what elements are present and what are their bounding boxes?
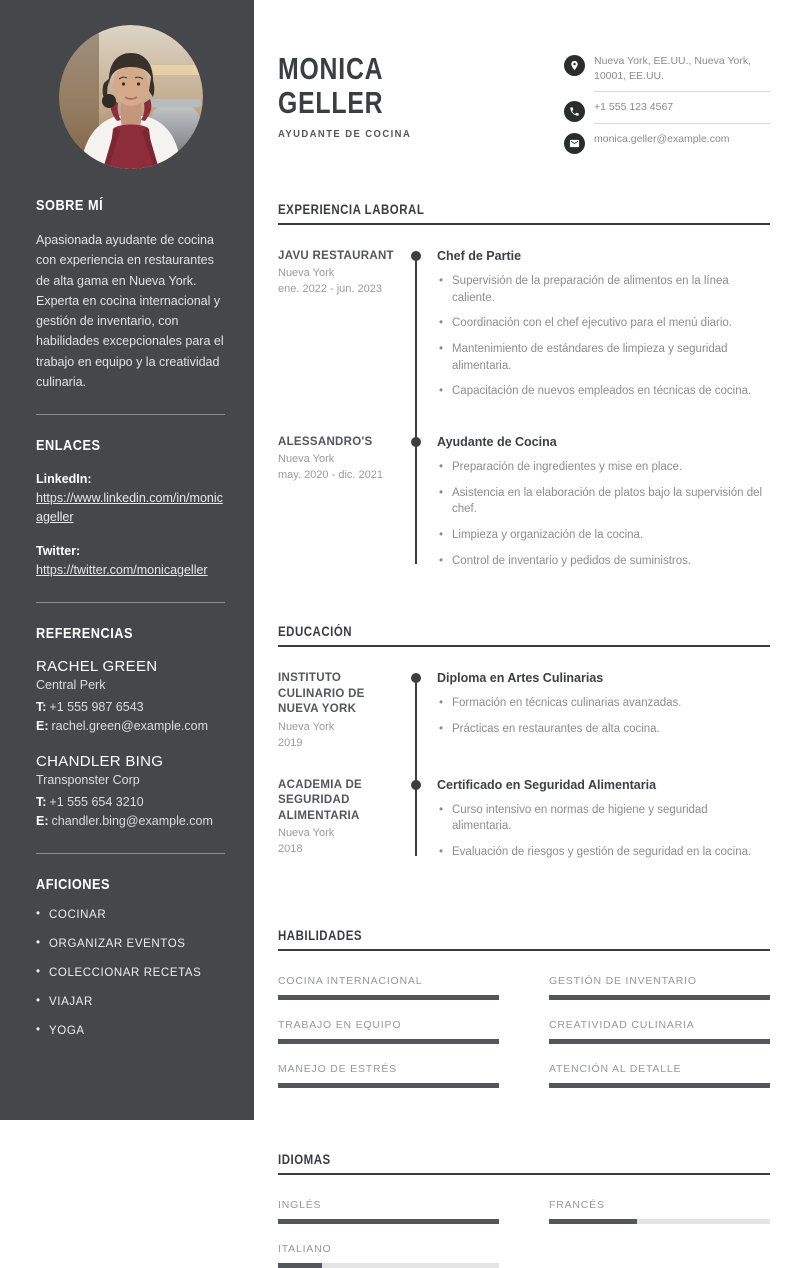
sidebar-divider [36,853,225,854]
sidebar-divider [36,414,225,415]
reference-item [36,753,225,831]
bullet-item: • Curso intensivo en normas de higiene y seguridad alimentaria. [437,802,770,835]
date-range: 2019 [278,736,303,749]
position-bullets [437,273,770,400]
reference-item [36,658,225,736]
linkedin-link[interactable]: https://www.linkedin.com/in/monicageller [36,490,223,524]
bullet-item: • Mantenimiento de estándares de limpieza y seguridad alimentaria. [437,341,770,374]
experience-title: EXPERIENCIA LABORAL [278,201,425,217]
section-languages [278,1152,770,1268]
skill-label: MANEJO DE ESTRÉS [278,1062,397,1075]
experience-entry [278,435,770,578]
link-item-twitter [36,542,225,580]
hobbies-title: AFICIONES [36,875,111,893]
resume-header [278,50,770,154]
hobby-item: • COLECCIONAR RECETAS [36,967,225,979]
contact-row-address [564,54,770,92]
bullet-item: • Limpieza y organización de la cocina. [437,527,770,544]
skill-bar [549,1039,770,1044]
skill-label: CREATIVIDAD CULINARIA [549,1018,695,1031]
references-title: REFERENCIAS [36,624,134,642]
bullet-item: • Control de inventario y pedidos de suministros. [437,553,770,570]
skill-label: COCINA INTERNACIONAL [278,974,423,987]
sidebar-section-links [36,437,225,580]
skill-bar [278,995,499,1000]
bullet-item: • Prácticas en restaurantes de alta cocina. [437,721,770,738]
bullet-item: • Coordinación con el chef ejecutivo para el menú diario. [437,315,770,332]
contact-row-phone [564,100,770,123]
language-bar [549,1219,770,1224]
hobby-item: • YOGA [36,1025,225,1037]
name-block [278,50,426,154]
about-text: Apasionada ayudante de cocina con experiencia en restaurantes de alta gama en Nueva York. Experta en cocina internacional y gestión de inventario, con habilidades excepcionales para el trabajo en equipo y la creatividad culinaria. [36,233,224,389]
links-title: ENLACES [36,437,101,454]
education-entries [278,671,770,869]
reference-name: CHANDLER BING [36,753,164,771]
degree-title: Certificado en Seguridad Alimentaria [437,777,657,792]
job-title: AYUDANTE DE COCINA [278,128,412,141]
company-name: ALESSANDRO'S [278,435,373,448]
date-range: ene. 2022 - jun. 2023 [278,283,382,296]
language-label: FRANCÉS [549,1198,605,1211]
experience-entry [278,249,770,409]
about-title: SOBRE MÍ [36,197,104,214]
skill-label: TRABAJO EN EQUIPO [278,1018,402,1031]
hobby-item: • ORGANIZAR EVENTOS [36,938,225,950]
link-label: Twitter: [36,544,81,559]
skill-item [278,1019,499,1044]
education-title: EDUCACIÓN [278,624,353,640]
skills-title: HABILIDADES [278,927,363,943]
sidebar-divider [36,602,225,603]
sidebar-section-references [36,625,225,831]
skill-item [278,975,499,1000]
position-bullets [437,459,770,569]
languages-grid [278,1199,770,1268]
reference-name: RACHEL GREEN [36,657,158,675]
language-item [278,1199,499,1224]
skill-label: GESTIÓN DE INVENTARIO [549,974,697,987]
hobby-list [36,909,225,1037]
language-item [549,1199,770,1224]
skill-item [549,1063,770,1088]
skill-bar [278,1083,499,1088]
sidebar [0,0,254,1120]
hobby-item: • COCINAR [36,909,225,921]
company-name: JAVU RESTAURANT [278,249,394,262]
reference-company: Transponster Corp [36,773,140,788]
bullet-item: • Supervisión de la preparación de alimentos en la línea caliente. [437,273,770,306]
skill-item [278,1063,499,1088]
reference-email: E: chandler.bing@example.com [36,814,213,828]
twitter-link[interactable]: https://twitter.com/monicageller [36,563,208,577]
section-experience [278,202,770,578]
degree-bullets [437,802,770,861]
main-content [254,0,794,1255]
language-bar [278,1263,499,1268]
school-name: ACADEMIA DE SEGURIDAD ALIMENTARIA [278,778,363,822]
location-pin-icon [564,55,585,76]
reference-phone: T: +1 555 987 6543 [36,699,144,714]
reference-email: E: rachel.green@example.com [36,718,209,733]
skills-grid [278,975,770,1088]
link-label: LinkedIn: [36,472,92,486]
school-location: Nueva York [278,827,335,840]
section-education [278,624,770,869]
bullet-item: • Preparación de ingredientes y mise en place. [437,459,770,476]
experience-entries [278,249,770,578]
position-title: Ayudante de Cocina [437,434,557,449]
contact-block [564,50,770,154]
sidebar-section-hobbies [36,876,225,1037]
skill-bar [549,1083,770,1088]
section-skills [278,928,770,1088]
skill-label: ATENCIÓN AL DETALLE [549,1062,682,1075]
profile-photo-illustration [59,25,203,169]
envelope-icon [564,133,585,154]
date-range: 2018 [278,843,303,856]
contact-row-email [564,132,770,154]
profile-photo [59,25,203,169]
bullet-item: • Asistencia en la elaboración de platos bajo la supervisión del chef. [437,485,770,518]
skill-bar [549,995,770,1000]
bullet-item: • Evaluación de riesgos y gestión de seguridad en la cocina. [437,844,770,861]
languages-title: IDIOMAS [278,1151,331,1167]
degree-title: Diploma en Artes Culinarias [437,671,604,686]
education-entry [278,671,770,751]
language-bar [278,1219,499,1224]
language-label: ITALIANO [278,1242,332,1255]
sidebar-section-about [36,197,225,392]
education-entry [278,778,770,870]
reference-phone: T: +1 555 654 3210 [36,795,144,810]
contact-address: Nueva York, EE.UU., Nueva York, 10001, EE.UU. [594,54,770,92]
reference-company: Central Perk [36,677,106,692]
skill-bar [278,1039,499,1044]
bullet-item: • Capacitación de nuevos empleados en técnicas de cocina. [437,383,770,400]
position-title: Chef de Partie [437,248,522,263]
link-item-linkedin [36,470,225,526]
hobby-item: • VIAJAR [36,996,225,1008]
company-location: Nueva York [278,267,335,280]
phone-icon [564,101,585,122]
language-label: INGLÉS [278,1198,322,1211]
language-item [278,1243,499,1268]
contact-email: monica.geller@example.com [594,132,730,145]
bullet-item: • Formación en técnicas culinarias avanzadas. [437,695,770,712]
name-first: MONICA [278,51,384,86]
name-last: GELLER [278,85,384,121]
contact-phone: +1 555 123 4567 [594,100,770,123]
degree-bullets [437,695,770,737]
school-location: Nueva York [278,720,335,733]
company-location: Nueva York [278,453,335,466]
skill-item [549,975,770,1000]
school-name: INSTITUTO CULINARIO DE NUEVA YORK [278,672,365,716]
skill-item [549,1019,770,1044]
date-range: may. 2020 - dic. 2021 [278,469,383,482]
